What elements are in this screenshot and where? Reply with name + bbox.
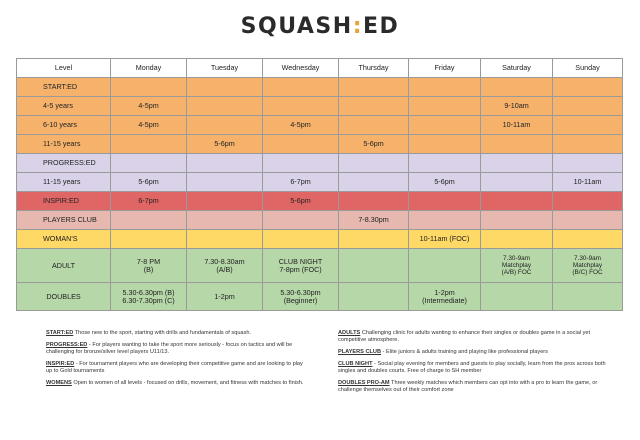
session-cell <box>111 154 187 173</box>
legend-description: - For tournament players who are developing their competitive game and are looking to play up to Gold tournaments <box>46 360 303 374</box>
session-cell <box>339 97 409 116</box>
session-cell <box>339 283 409 311</box>
session-cell: 5-6pm <box>111 173 187 192</box>
schedule-row <box>17 173 623 192</box>
session-cell <box>553 78 623 97</box>
legend-item <box>46 342 308 356</box>
level-cell: PROGRESS:ED <box>17 154 111 173</box>
legend-description: Open to women of all levels - focused on drills, movement, and fitness with matches to finish. <box>71 379 304 386</box>
header-tuesday: Tuesday <box>187 59 263 78</box>
session-cell <box>409 97 481 116</box>
session-cell <box>409 192 481 211</box>
session-cell: 4-5pm <box>263 116 339 135</box>
header-thursday: Thursday <box>339 59 409 78</box>
schedule-table <box>16 58 623 311</box>
session-cell: 10-11am <box>481 116 553 135</box>
legend-left <box>46 330 308 392</box>
schedule-row <box>17 78 623 97</box>
logo-colon: : <box>352 14 364 39</box>
session-cell <box>553 97 623 116</box>
session-cell <box>187 211 263 230</box>
legend-item <box>338 330 608 344</box>
legend-term: INSPIR:ED <box>46 360 75 367</box>
legend-item <box>338 361 608 375</box>
session-cell <box>339 116 409 135</box>
session-cell <box>111 78 187 97</box>
session-cell <box>339 192 409 211</box>
legend-term: START:ED <box>46 330 74 336</box>
schedule-row <box>17 116 623 135</box>
session-cell <box>263 211 339 230</box>
session-cell: 9-10am <box>481 97 553 116</box>
session-cell: 4-5pm <box>111 116 187 135</box>
legend-term: PROGRESS:ED <box>46 341 88 348</box>
session-cell <box>187 154 263 173</box>
session-cell: 7.30-9am Matchplay (A/B) FOC <box>481 249 553 283</box>
session-cell <box>409 211 481 230</box>
level-cell: 4-5 years <box>17 97 111 116</box>
session-cell: 7.30-8.30am (A/B) <box>187 249 263 283</box>
session-cell <box>553 283 623 311</box>
session-cell <box>409 116 481 135</box>
session-cell: 7-8 PM (B) <box>111 249 187 283</box>
session-cell: 5.30-6.30pm (Beginner) <box>263 283 339 311</box>
header-sunday: Sunday <box>553 59 623 78</box>
legend-term: ADULTS <box>338 330 361 336</box>
level-cell: START:ED <box>17 78 111 97</box>
session-cell <box>263 135 339 154</box>
legend-item <box>338 349 608 356</box>
schedule-row <box>17 192 623 211</box>
session-cell <box>409 135 481 154</box>
session-cell: 7.30-9am Matchplay (B/C) FOC <box>553 249 623 283</box>
legend-item <box>46 380 308 387</box>
session-cell <box>187 192 263 211</box>
session-cell <box>553 211 623 230</box>
session-cell <box>263 154 339 173</box>
session-cell <box>263 230 339 249</box>
session-cell <box>187 230 263 249</box>
session-cell <box>481 192 553 211</box>
schedule-row <box>17 154 623 173</box>
session-cell: 1-2pm (Intermediate) <box>409 283 481 311</box>
session-cell: 1-2pm <box>187 283 263 311</box>
legend-term: PLAYERS CLUB <box>338 349 381 355</box>
header-monday: Monday <box>111 59 187 78</box>
session-cell: 7-8.30pm <box>339 211 409 230</box>
session-cell <box>187 116 263 135</box>
session-cell <box>481 173 553 192</box>
logo-text-ed: ED <box>363 14 400 39</box>
level-cell: 11-15 years <box>17 173 111 192</box>
session-cell <box>553 230 623 249</box>
session-cell <box>481 135 553 154</box>
session-cell: 5.30-6.30pm (B) 6.30-7.30pm (C) <box>111 283 187 311</box>
level-cell: INSPIR:ED <box>17 192 111 211</box>
legend-description: Those new to the sport, starting with drills and fundamentals of squash. <box>73 330 252 336</box>
session-cell <box>409 78 481 97</box>
legend-right <box>338 330 608 399</box>
session-cell: 5-6pm <box>187 135 263 154</box>
session-cell <box>481 230 553 249</box>
session-cell <box>187 78 263 97</box>
session-cell <box>553 135 623 154</box>
session-cell <box>339 154 409 173</box>
session-cell <box>339 230 409 249</box>
session-cell: 5-6pm <box>409 173 481 192</box>
squashed-logo <box>0 14 640 39</box>
session-cell <box>111 230 187 249</box>
legend-description: Three weekly matches which members can opt into with a pro to learn the game, or challenge themselves out of their comfort zone <box>338 379 598 393</box>
legend-description: Challenging clinic for adults wanting to enhance their singles or doubles game in a social yet competitive atmosphere. <box>338 330 591 344</box>
session-cell <box>481 78 553 97</box>
session-cell: 5-6pm <box>263 192 339 211</box>
session-cell <box>553 116 623 135</box>
session-cell <box>553 154 623 173</box>
legend-item <box>338 380 608 394</box>
level-cell: DOUBLES <box>17 283 111 311</box>
header-friday: Friday <box>409 59 481 78</box>
session-cell <box>481 283 553 311</box>
session-cell: 10-11am (FOC) <box>409 230 481 249</box>
session-cell <box>409 249 481 283</box>
session-cell <box>263 78 339 97</box>
level-cell: WOMAN'S <box>17 230 111 249</box>
schedule-row <box>17 211 623 230</box>
session-cell <box>339 173 409 192</box>
session-cell <box>263 97 339 116</box>
level-cell: ADULT <box>17 249 111 283</box>
level-cell: 6-10 years <box>17 116 111 135</box>
session-cell <box>111 211 187 230</box>
legend-description: - For players wanting to take the sport more seriously - focus on tactics and will be challenging for bronze/silver level players U11/13. <box>46 341 293 355</box>
header-wednesday: Wednesday <box>263 59 339 78</box>
level-cell: 11-15 years <box>17 135 111 154</box>
legend-item <box>46 361 308 375</box>
session-cell <box>187 173 263 192</box>
level-cell: PLAYERS CLUB <box>17 211 111 230</box>
legend-term: DOUBLES PRO-AM <box>338 379 390 386</box>
header-saturday: Saturday <box>481 59 553 78</box>
session-cell <box>553 192 623 211</box>
logo-text-squash: SQUASH <box>240 14 353 39</box>
schedule-row <box>17 230 623 249</box>
session-cell <box>409 154 481 173</box>
schedule-row <box>17 97 623 116</box>
session-cell: 10-11am <box>553 173 623 192</box>
session-cell <box>339 78 409 97</box>
legend-description: - Elite juniors & adults training and playing like professional players <box>381 349 548 355</box>
session-cell <box>339 249 409 283</box>
session-cell <box>481 154 553 173</box>
session-cell: CLUB NIGHT 7-8pm (FOC) <box>263 249 339 283</box>
session-cell: 6-7pm <box>263 173 339 192</box>
header-level: Level <box>17 59 111 78</box>
legend-term: CLUB NIGHT <box>338 360 373 367</box>
session-cell <box>187 97 263 116</box>
session-cell: 5-6pm <box>339 135 409 154</box>
session-cell: 4-5pm <box>111 97 187 116</box>
session-cell <box>481 211 553 230</box>
header-row <box>17 59 623 78</box>
session-cell <box>111 135 187 154</box>
schedule-row <box>17 135 623 154</box>
legend-term: WOMENS <box>46 379 72 386</box>
legend-item <box>46 330 308 337</box>
schedule-row <box>17 249 623 283</box>
schedule-row <box>17 283 623 311</box>
session-cell: 6-7pm <box>111 192 187 211</box>
legend-description: - Social play evening for members and guests to play socially, learn from the pros across both singles and doubles courts. Free of charge to SH member <box>338 360 606 374</box>
